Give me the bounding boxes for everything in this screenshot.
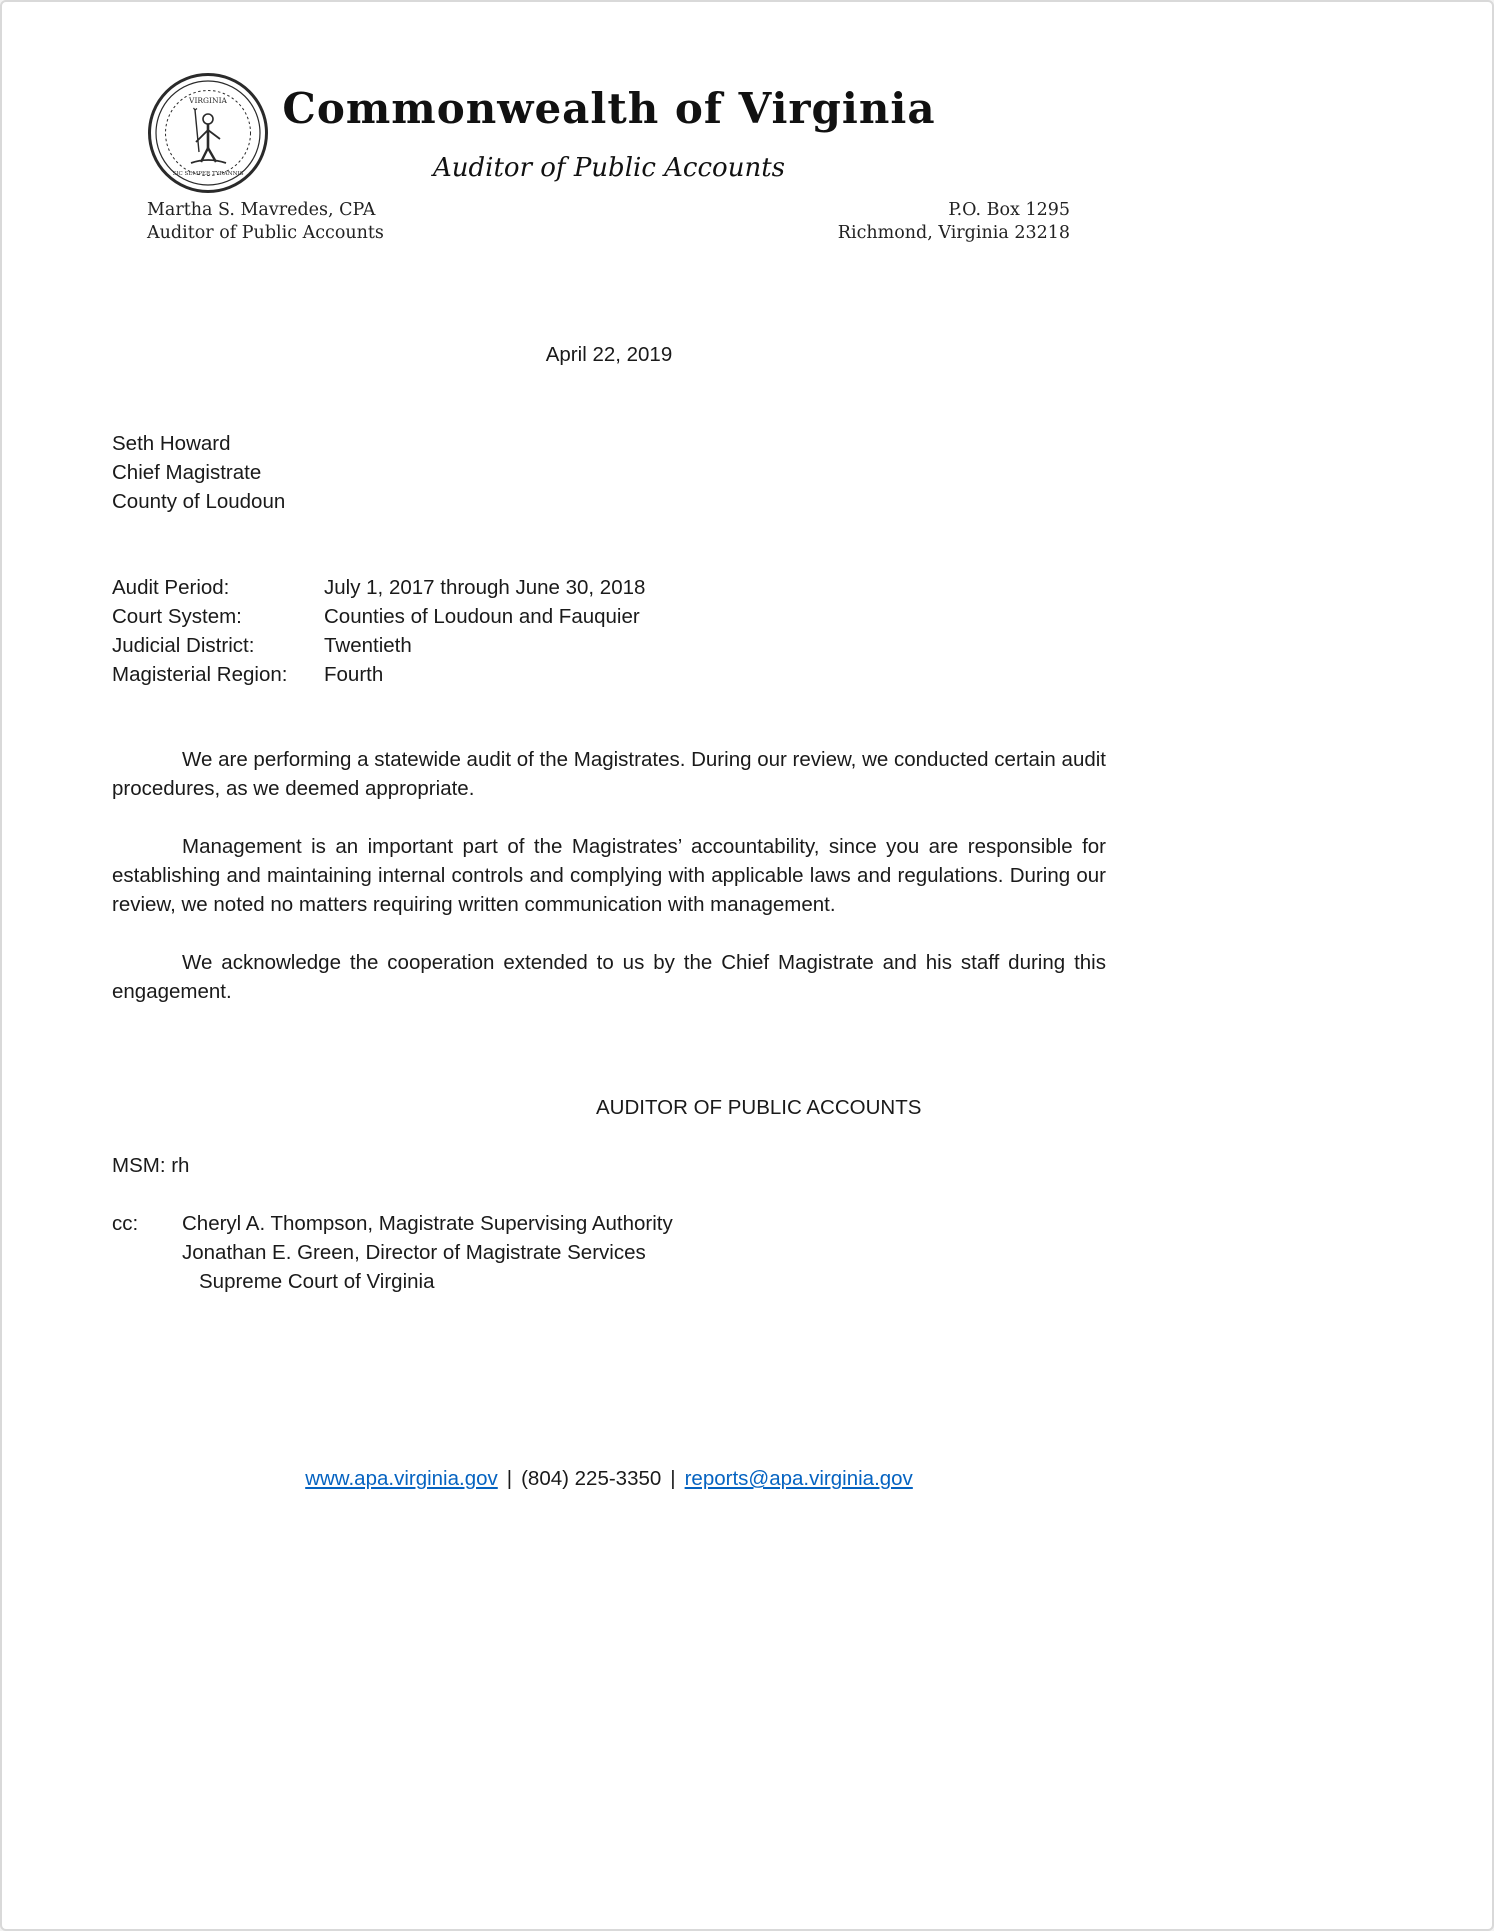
reference-initials: MSM: rh [112, 1154, 190, 1177]
detail-label: Audit Period: [112, 576, 230, 599]
detail-label: Judicial District: [112, 634, 255, 657]
detail-value: July 1, 2017 through June 30, 2018 [324, 576, 646, 599]
detail-value: Counties of Loudoun and Fauquier [324, 605, 640, 628]
recipient-name: Seth Howard [112, 432, 231, 455]
footer-separator: | [506, 1467, 513, 1490]
footer-phone: (804) 225-3350 [521, 1467, 662, 1490]
paragraph: We are performing a statewide audit of the Magistrates. During our review, we conducted certain audit procedures, as we deemed appropriate. [112, 748, 1106, 800]
cc-lines [182, 1209, 673, 1296]
cc-line: Cheryl A. Thompson, Magistrate Supervising Authority [182, 1212, 673, 1235]
paragraph: We acknowledge the cooperation extended to us by the Chief Magistrate and his staff during this engagement. [112, 951, 1106, 1003]
recipient-title: Chief Magistrate [112, 461, 262, 484]
audit-details [112, 573, 1106, 689]
date-line: April 22, 2019 [545, 343, 673, 366]
official-name: Martha S. Mavredes, CPA [147, 200, 376, 220]
cc-line: Supreme Court of Virginia [199, 1270, 435, 1293]
body-paragraphs [112, 745, 1106, 1006]
official-title: Auditor of Public Accounts [147, 223, 384, 243]
official-block [112, 199, 384, 245]
detail-value: Fourth [324, 663, 384, 686]
detail-label: Magisterial Region: [112, 663, 288, 686]
detail-row [112, 631, 1106, 660]
seal-text-bottom: SIC SEMPER TYRANNIS [172, 171, 244, 177]
footer-separator: | [670, 1467, 676, 1490]
recipient-org: County of Loudoun [112, 490, 286, 513]
address-block [838, 199, 1106, 245]
detail-value: Twentieth [324, 634, 412, 657]
detail-label: Court System: [112, 605, 242, 628]
letterhead [112, 72, 1106, 245]
address-line-1: P.O. Box 1295 [948, 200, 1070, 220]
recipient-block [112, 429, 1106, 516]
signature-line: AUDITOR OF PUBLIC ACCOUNTS [596, 1096, 922, 1119]
footer-email-link[interactable]: reports@apa.virginia.gov [684, 1467, 913, 1490]
letterhead-info-row [112, 199, 1106, 245]
detail-row [112, 602, 1106, 631]
org-subtitle: Auditor of Public Accounts [433, 153, 785, 183]
letter-content [112, 72, 1106, 1493]
cc-line: Jonathan E. Green, Director of Magistrate Services [182, 1241, 646, 1264]
paragraph: Management is an important part of the Magistrates’ accountability, since you are responsible for establishing and maintaining internal controls and complying with applicable laws and regulations. During our review, we noted no matters requiring written communication with management. [112, 835, 1106, 916]
footer-website-link[interactable]: www.apa.virginia.gov [305, 1467, 498, 1490]
virginia-seal-icon [147, 72, 269, 199]
detail-row [112, 573, 1106, 602]
address-line-2: Richmond, Virginia 23218 [837, 223, 1070, 243]
page-footer [112, 1464, 1106, 1493]
detail-row [112, 660, 1106, 689]
cc-block [112, 1209, 1106, 1296]
seal-text-top: VIRGINIA [189, 96, 227, 105]
org-title: Commonwealth of Virginia [282, 84, 936, 133]
cc-label: cc: [112, 1212, 139, 1235]
